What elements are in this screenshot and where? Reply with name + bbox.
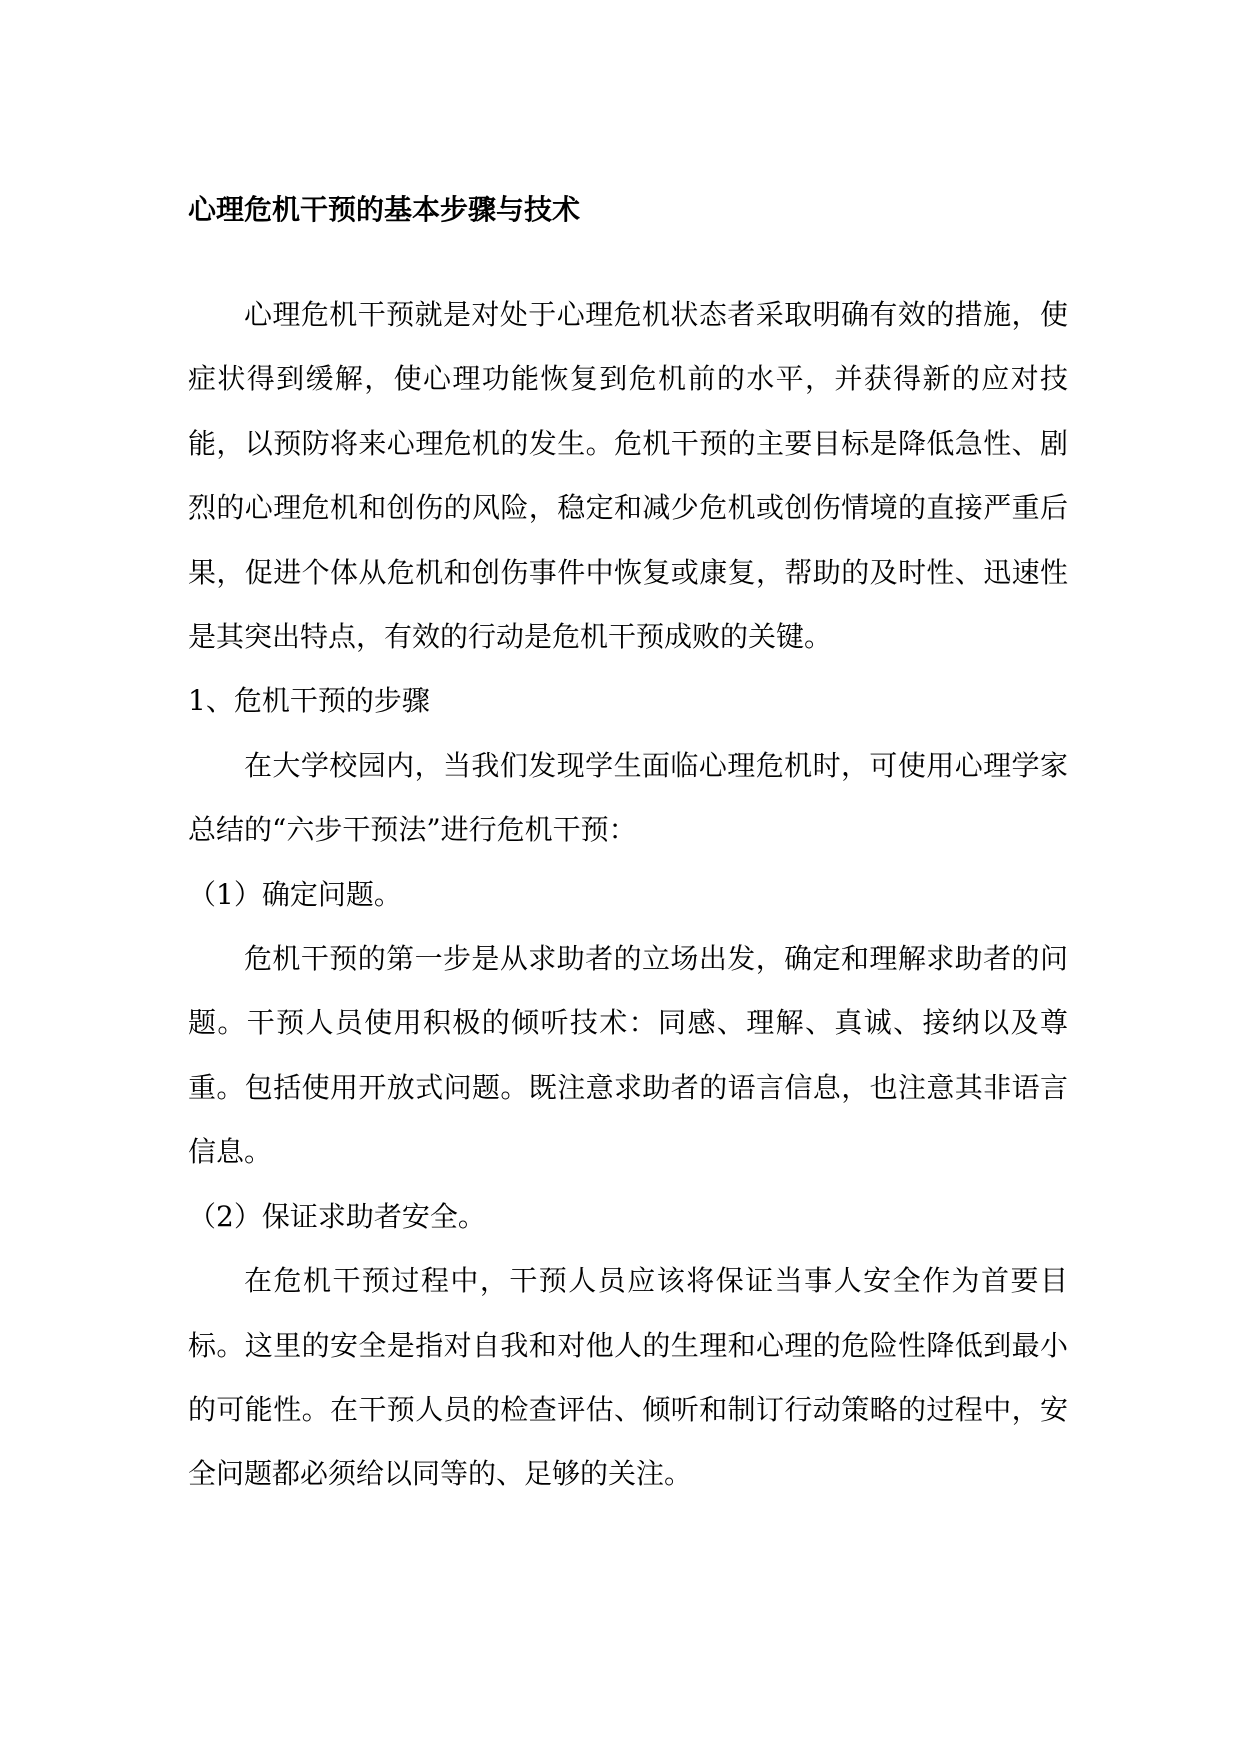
step-2-paragraph: 在危机干预过程中，干预人员应该将保证当事人安全作为首要目标。这里的安全是指对自我和对他人的生理和心理的危险性降低到最小的可能性。在干预人员的检查评估、倾听和制订行动策略的过程中，安全问题都必须给以同等的、足够的关注。 <box>188 1264 1068 1491</box>
section-heading-steps: 1、危机干预的步骤 <box>188 684 430 718</box>
section-intro-paragraph: 在大学校园内，当我们发现学生面临心理危机时，可使用心理学家总结的“六步干预法”进行危机干预： <box>188 748 1068 847</box>
intro-paragraph: 心理危机干预就是对处于心理危机状态者采取明确有效的措施，使症状得到缓解，使心理功能恢复到危机前的水平，并获得新的应对技能，以预防将来心理危机的发生。危机干预的主要目标是降低急性、剧烈的心理危机和创伤的风险，稳定和减少危机或创伤情境的直接严重后果，促进个体从危机和创伤事件中恢复或康复，帮助的及时性、迅速性是其突出特点，有效的行动是危机干预成败的关键。 <box>188 298 1068 654</box>
document-page <box>188 0 1068 1754</box>
step-1-paragraph: 危机干预的第一步是从求助者的立场出发，确定和理解求助者的问题。干预人员使用积极的倾听技术：同感、理解、真诚、接纳以及尊重。包括使用开放式问题。既注意求助者的语言信息，也注意其非语言信息。 <box>188 942 1068 1169</box>
document-body <box>188 283 1068 1507</box>
step-2-heading: （2）保证求助者安全。 <box>188 1199 486 1233</box>
step-1-heading: （1）确定问题。 <box>188 877 402 911</box>
document-title: 心理危机干预的基本步骤与技术 <box>188 193 581 226</box>
